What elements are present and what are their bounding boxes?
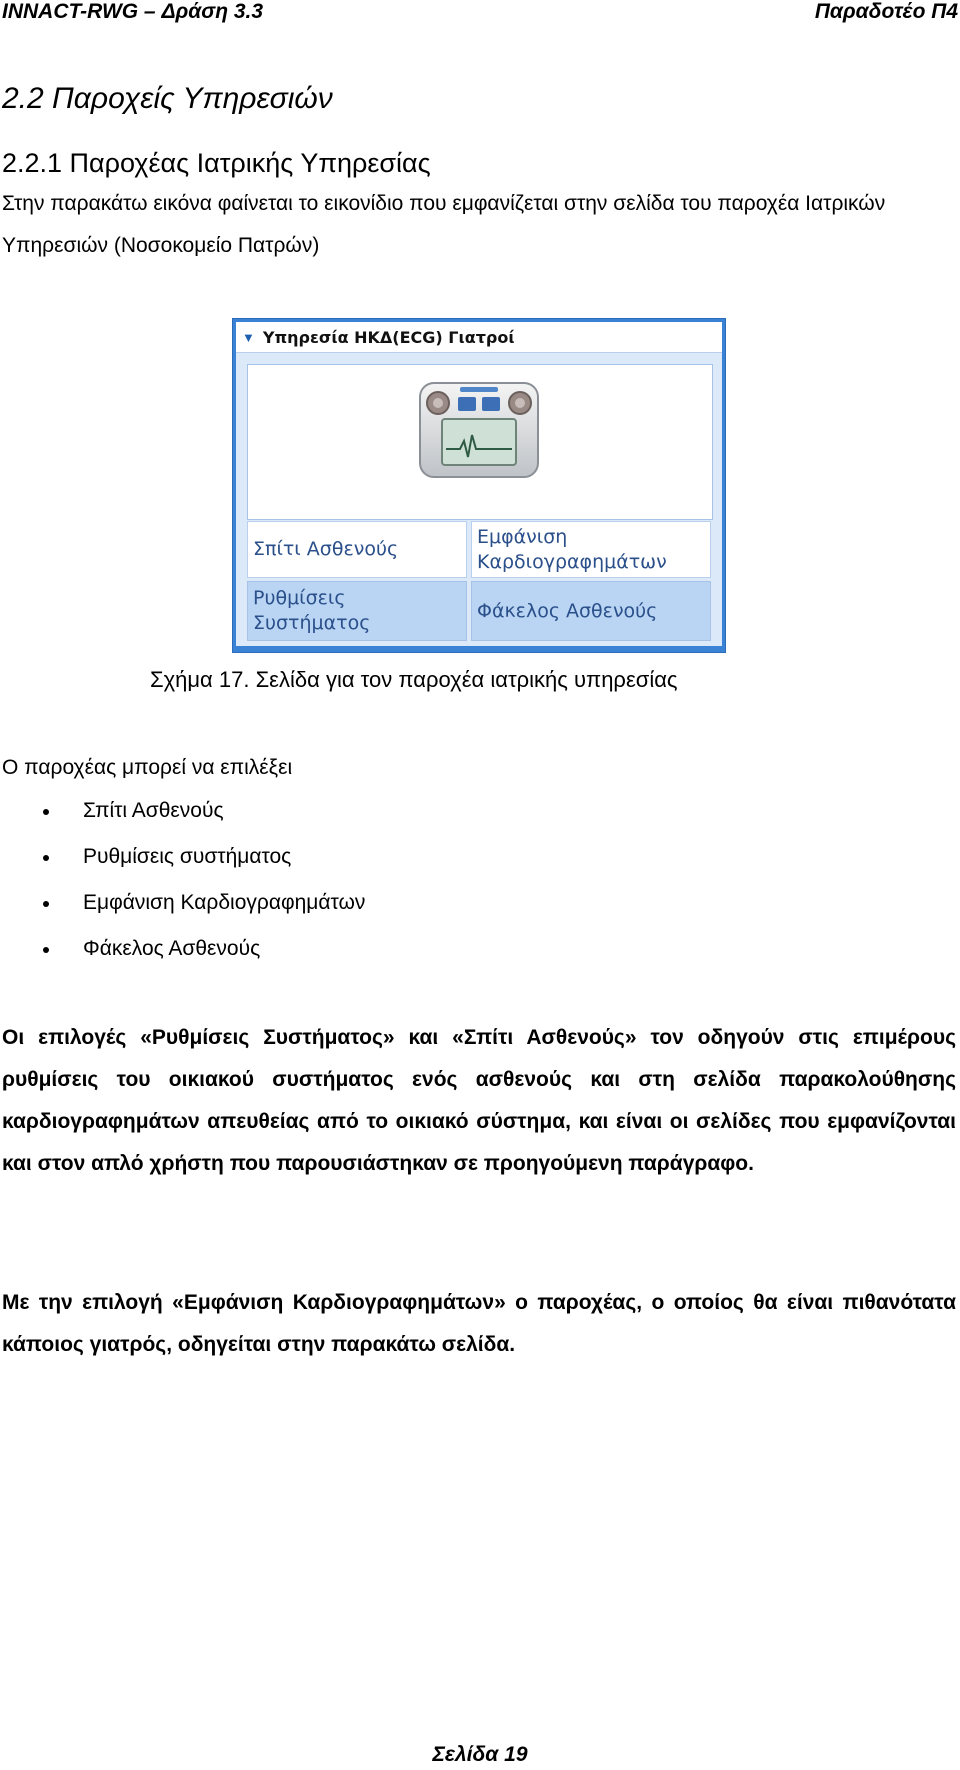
list-item-text: Ρυθμίσεις συστήματος <box>83 845 292 868</box>
list-item-text: Σπίτι Ασθενούς <box>83 799 224 822</box>
intro-paragraph: Στην παρακάτω εικόνα φαίνεται το εικονίδιο που εμφανίζεται στην σελίδα του παροχέα Ιατρικών Υπηρεσιών (Νοσοκομείο Πατρών) <box>2 192 886 257</box>
service-panel-titlebar <box>236 322 722 353</box>
options-intro: Ο παροχέας μπορεί να επιλέξει <box>2 756 293 779</box>
list-item-text: Φάκελος Ασθενούς <box>83 937 261 960</box>
options-list <box>0 796 365 980</box>
bullet-icon <box>43 947 49 953</box>
bullet-icon <box>43 901 49 907</box>
list-item <box>0 934 365 980</box>
menu-cell-show-ecg: Εμφάνιση Καρδιογραφημάτων <box>471 521 711 578</box>
bullet-icon <box>43 855 49 861</box>
menu-cell-patient-home: Σπίτι Ασθενούς <box>247 521 467 578</box>
list-item <box>0 796 365 842</box>
running-header-right: Παραδοτέο Π4 <box>814 0 958 23</box>
collapse-arrow-icon: ▼ <box>242 329 255 345</box>
ecg-device-icon <box>416 379 542 481</box>
body-paragraph-ecg: Με την επιλογή «Εμφάνιση Καρδιογραφημάτων» ο παροχέας, ο οποίος θα είναι πιθανότατα κάποιος γιατρός, οδηγείται στην παρακάτω σελίδα. <box>2 1291 956 1356</box>
ecg-device-image-panel <box>247 364 713 520</box>
menu-cell-system-settings: Ρυθμίσεις Συστήματος <box>247 581 467 641</box>
service-panel-screenshot <box>232 318 726 653</box>
list-item <box>0 842 365 888</box>
service-panel-title: Υπηρεσία ΗΚΔ(ECG) Γιατροί <box>262 327 515 347</box>
list-item <box>0 888 365 934</box>
figure-caption: Σχήμα 17. Σελίδα για τον παροχέα ιατρικής υπηρεσίας <box>150 667 678 692</box>
bullet-icon <box>43 809 49 815</box>
list-item-text: Εμφάνιση Καρδιογραφημάτων <box>83 891 366 914</box>
running-header-left: INNACT-RWG – Δράση 3.3 <box>2 0 264 23</box>
page-number: Σελίδα 19 <box>432 1743 528 1766</box>
subsection-title: 2.2.1 Παροχέας Ιατρικής Υπηρεσίας <box>2 148 431 178</box>
section-title: 2.2 Παροχείς Υπηρεσιών <box>2 82 333 115</box>
service-panel-body <box>236 322 722 646</box>
menu-cell-patient-folder: Φάκελος Ασθενούς <box>471 581 711 641</box>
body-paragraph-options: Οι επιλογές «Ρυθμίσεις Συστήματος» και «Σπίτι Ασθενούς» τον οδηγούν στις επιμέρους ρυθμίσεις του οικιακού συστήματος ενός ασθενούς και στη σελίδα παρακολούθησης καρδιογραφημάτων απευθείας από το οικιακό σύστημα, και είναι οι σελίδες που εμφανίζονται και στον απλό χρήστη που παρουσιάστηκαν σε προηγούμενη παράγραφο. <box>2 1026 956 1175</box>
